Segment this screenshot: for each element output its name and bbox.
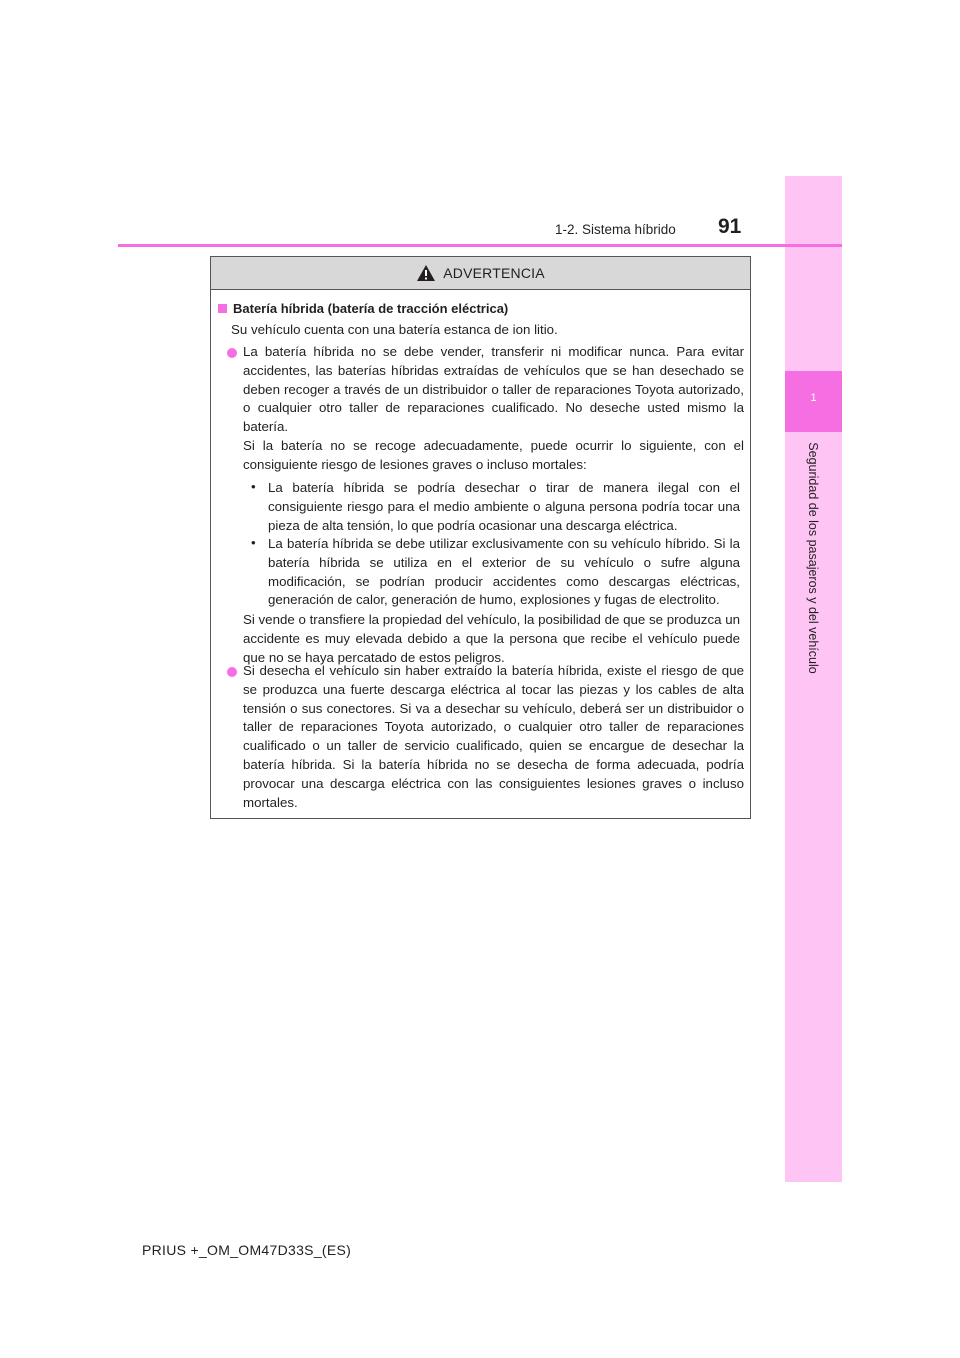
header-rule: [118, 244, 842, 247]
warning-heading: [218, 301, 508, 316]
square-bullet-icon: [218, 304, 227, 313]
circle-bullet-icon: [227, 667, 237, 677]
warning-intro: Su vehículo cuenta con una batería estanca de ion litio.: [231, 322, 558, 337]
chapter-number: 1: [810, 392, 817, 404]
page-number: 91: [718, 215, 742, 238]
footer-doc-code: PRIUS +_OM_OM47D33S_(ES): [142, 1242, 352, 1258]
bullet-1-text: La batería híbrida no se debe vender, transferir ni modificar nunca. Para evitar accidentes, las baterías híbridas extraídas de vehículos que se han desechado se deben recoger a través de un distribuidor o taller de reparaciones Toyota autorizado, o cualquier otro taller de reparaciones cualificado. No deseche usted mismo la batería.: [243, 344, 744, 435]
bullet-2-text: Si desecha el vehículo sin haber extraído la batería híbrida, existe el riesgo de que se produzca una fuerte descarga eléctrica al tocar las piezas y los cables de alta tensión o sus conectores. Si va a desechar su vehículo, deberá ser un distribuidor o taller de reparaciones Toyota autorizado, o cualquier otro taller de reparaciones cualificado o un taller de servicio cualificado, quien se encargue de desechar la batería híbrida. Si la batería híbrida no se desecha de forma adecuada, podría provocar una descarga eléctrica con las consiguientes lesiones graves o incluso mortales.: [243, 663, 744, 810]
warning-heading-text: Batería híbrida (batería de tracción eléctrica): [233, 301, 509, 316]
warning-box: [210, 256, 751, 819]
warning-triangle-icon: [416, 264, 436, 282]
circle-bullet-icon: [227, 348, 237, 358]
sub-item-marker: •: [251, 479, 256, 494]
warning-header: [211, 257, 750, 290]
sub-item-2: La batería híbrida se debe utilizar exclusivamente con su vehículo híbrido. Si la batería híbrida se utiliza en el exterior de su vehículo o sufre alguna modificación, se podrían producir accidentes como descargas eléctricas, generación de calor, generación de humo, explosiones y fugas de electrolito.: [268, 536, 740, 608]
sub-item-marker: •: [251, 535, 256, 550]
bullet-1-note: Si la batería no se recoge adecuadamente, puede ocurrir lo siguiente, con el consiguiente riesgo de lesiones graves o incluso mortales:: [243, 438, 744, 472]
warning-label: ADVERTENCIA: [443, 265, 545, 281]
sub-item-1: La batería híbrida se podría desechar o tirar de manera ilegal con el consiguiente riesgo para el medio ambiente o alguna persona podría tocar una pieza de alta tensión, lo que podría ocasionar una descarga eléctrica.: [268, 480, 740, 533]
transfer-note: Si vende o transfiere la propiedad del vehículo, la posibilidad de que se produzca un accidente es muy elevada debido a que la persona que recibe el vehículo puede que no se haya percatado de estos peligros.: [243, 612, 740, 665]
section-title: 1-2. Sistema híbrido: [555, 222, 676, 237]
chapter-title: Seguridad de los pasajeros y del vehículo: [806, 442, 820, 674]
